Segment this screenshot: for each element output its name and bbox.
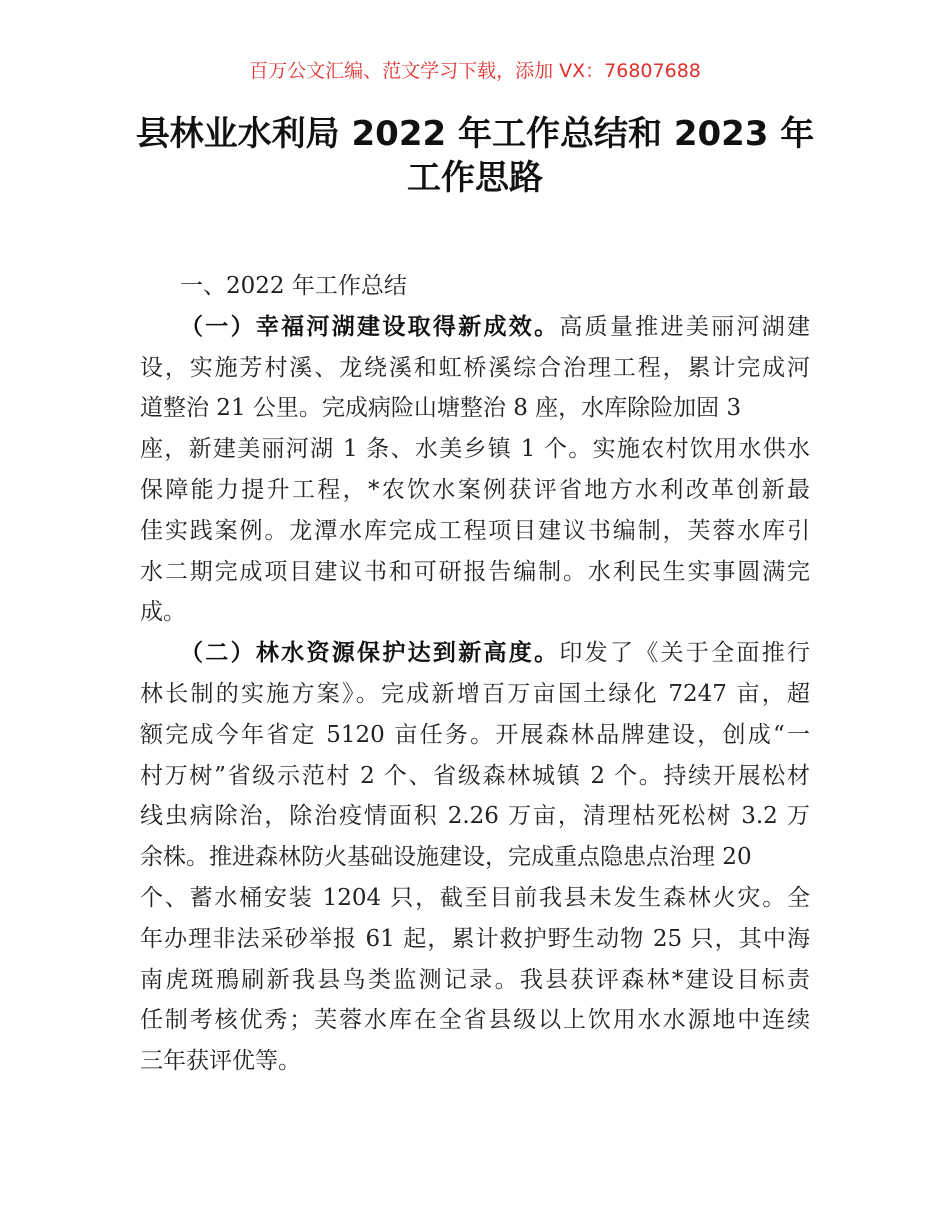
- paragraph-line: 道整治 21 公里。完成病险山塘整治 8 座，水库除险加固 3: [140, 395, 742, 422]
- title-line-2: 工作思路: [407, 158, 543, 198]
- document-body: [140, 266, 810, 1082]
- watermark-banner: 百万公文汇编、范文学习下载，添加 VX：76807688: [249, 60, 701, 82]
- paragraph-line: 村万树”省级示范村 2 个、省级森林城镇 2 个。持续开展松材: [140, 762, 810, 789]
- section-heading: 一、2022 年工作总结: [180, 273, 407, 299]
- paragraph-2: [140, 633, 810, 1082]
- paragraph-text: 印发了《关于全面推行: [559, 640, 810, 667]
- paragraph-line: 水二期完成项目建议书和可研报告编制。水利民生实事圆满完: [140, 558, 810, 585]
- paragraph-first-line: [140, 307, 810, 348]
- paragraph-line: 设，实施芳村溪、龙绕溪和虹桥溪综合治理工程，累计完成河: [140, 354, 810, 381]
- paragraph-lead: （一）幸福河湖建设取得新成效。: [180, 312, 560, 340]
- document-title: [0, 112, 950, 200]
- paragraph-line: 线虫病除治，除治疫情面积 2.26 万亩，清理枯死松树 3.2 万: [140, 803, 810, 830]
- paragraph-line: 南虎斑鳽刷新我县鸟类监测记录。我县获评森林*建设目标责: [140, 966, 810, 993]
- paragraph-line: 佳实践案例。龙潭水库完成工程项目建议书编制，芙蓉水库引: [140, 517, 810, 544]
- paragraph-lead: （二）林水资源保护达到新高度。: [180, 639, 560, 667]
- paragraph-line: 任制考核优秀；芙蓉水库在全省县级以上饮用水水源地中连续: [140, 1007, 810, 1034]
- paragraph-line: 余株。推进森林防火基础设施建设，完成重点隐患点治理 20: [140, 844, 752, 871]
- paragraph-line: 成。: [140, 599, 186, 626]
- paragraph-line: 个、蓄水桶安装 1204 只，截至目前我县未发生森林火灾。全: [140, 884, 810, 911]
- paragraph-text: 高质量推进美丽河湖建: [559, 313, 810, 340]
- paragraph-line: 座，新建美丽河湖 1 条、水美乡镇 1 个。实施农村饮用水供水: [140, 436, 810, 463]
- paragraph-line: 额完成今年省定 5120 亩任务。开展森林品牌建设，创成“一: [140, 721, 810, 748]
- paragraph-first-line: [140, 633, 810, 674]
- title-line-1: 县林业水利局 2022 年工作总结和 2023 年: [135, 114, 815, 154]
- paragraph-1: [140, 307, 810, 633]
- paragraph-line: 三年获评优等。: [140, 1048, 301, 1075]
- paragraph-line: 林长制的实施方案》。完成新增百万亩国土绿化 7247 亩，超: [140, 680, 810, 707]
- paragraph-line: 年办理非法采砂举报 61 起，累计救护野生动物 25 只，其中海: [140, 925, 810, 952]
- paragraph-line: 保障能力提升工程，*农饮水案例获评省地方水利改革创新最: [140, 476, 810, 503]
